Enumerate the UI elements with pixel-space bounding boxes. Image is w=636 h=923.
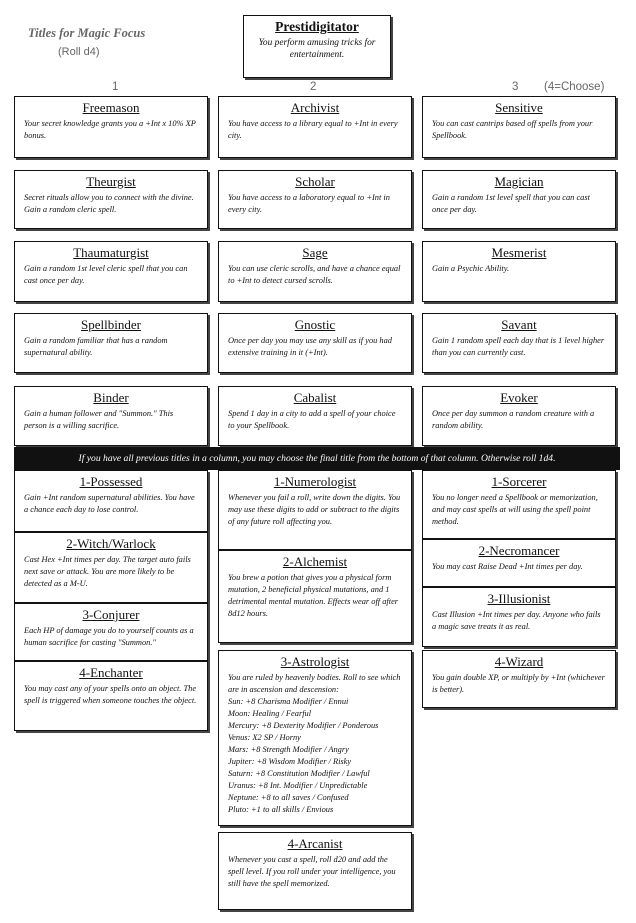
title-box-illusionist xyxy=(422,587,616,647)
title-box-gnostic xyxy=(218,313,412,373)
title-desc: Cast Hex +Int times per day. The target auto fails next save or attack. You are more likely to be detected as a M-U. xyxy=(24,555,191,588)
title-desc: Gain 1 random spell each day that is 1 level higher than you can currently cast. xyxy=(432,336,605,357)
title-box-prestidigitator xyxy=(243,15,391,78)
title-name: Magician xyxy=(494,174,544,189)
title-name: Evoker xyxy=(500,390,538,405)
title-desc: Gain a random 1st level spell that you can cast once per day. xyxy=(432,193,590,214)
title-desc: You have access to a library equal to +Int in every city. xyxy=(228,119,398,140)
title-desc: You may cast any of your spells onto an object. The spell is triggered when someone touches the object. xyxy=(24,684,197,705)
title-desc: Secret rituals allow you to connect with the divine. Gain a random cleric spell. xyxy=(24,193,194,214)
title-box-evoker xyxy=(422,386,616,446)
astrology-line: Uranus: +8 Int. Modifier / Unpredictable xyxy=(228,781,368,790)
title-box-arcanist xyxy=(218,832,412,910)
title-box-enchanter xyxy=(14,661,208,731)
column-choose-note: (4=Choose) xyxy=(544,81,605,93)
title-box-magician xyxy=(422,170,616,229)
title-name: Binder xyxy=(93,390,129,405)
astrology-line: Jupiter: +8 Wisdom Modifier / Risky xyxy=(228,757,352,766)
title-name: 3-Astrologist xyxy=(280,654,350,669)
title-desc: Gain a human follower and "Summon." This person is a willing sacrifice. xyxy=(24,409,174,430)
column-number-2: 2 xyxy=(310,81,317,93)
title-desc: Each HP of damage you do to yourself counts as a human sacrifice for casting "Summon." xyxy=(24,626,194,647)
title-box-alchemist xyxy=(218,550,412,643)
title-desc: You no longer need a Spellbook or memorization, and may cast spells at will using the spell point method. xyxy=(432,493,598,526)
title-name: Theurgist xyxy=(86,174,136,189)
title-desc: Spend 1 day in a city to add a spell of your choice to your Spellbook. xyxy=(228,409,396,430)
title-name: Sensitive xyxy=(495,100,543,115)
title-name: 1-Possessed xyxy=(79,474,143,489)
title-name: 4-Wizard xyxy=(494,654,544,669)
title-name: 4-Enchanter xyxy=(79,665,143,680)
page-title: Titles for Magic Focus xyxy=(28,26,146,40)
title-name: 3-Conjurer xyxy=(82,607,140,622)
column-number-3: 3 xyxy=(512,81,519,93)
title-box-mesmerist xyxy=(422,241,616,302)
title-desc: Whenever you fail a roll, write down the digits. You may use these digits to add or subtract to the digits of any future roll affecting you. xyxy=(228,493,401,526)
title-desc: You have access to a laboratory equal to +Int in every city. xyxy=(228,193,390,214)
title-name: 2-Alchemist xyxy=(282,554,348,569)
title-box-sage xyxy=(218,241,412,302)
astrology-line: Mercury: +8 Dexterity Modifier / Ponderous xyxy=(228,721,379,730)
title-desc: Cast Illusion +Int times per day. Anyone who fails a magic save treats it as real. xyxy=(432,610,601,631)
title-box-scholar xyxy=(218,170,412,229)
title-desc: Once per day you may use any skill as if you had extensive training in it (+Int). xyxy=(228,336,392,357)
title-box-freemason xyxy=(14,96,208,158)
title-name: Mesmerist xyxy=(491,245,547,260)
title-desc: Gain a Psychic Ability. xyxy=(432,264,510,273)
title-name: 2-Necromancer xyxy=(478,543,560,558)
title-name: Thaumaturgist xyxy=(73,245,149,260)
title-desc: Gain a random 1st level cleric spell that you can cast once per day. xyxy=(24,264,188,285)
final-title-banner: If you have all previous titles in a column, you may choose the final title from the bottom of that column. Otherwise roll 1d4. xyxy=(14,447,620,470)
title-box-binder xyxy=(14,386,208,446)
title-name: 2-Witch/Warlock xyxy=(66,536,156,551)
title-desc: Gain a random familiar that has a random supernatural ability. xyxy=(24,336,168,357)
title-desc: You may cast Raise Dead +Int times per day. xyxy=(432,562,583,571)
title-box-witch-warlock xyxy=(14,532,208,603)
astrology-line: Saturn: +8 Constitution Modifier / Lawful xyxy=(228,769,370,778)
title-desc: You perform amusing tricks for entertainment. xyxy=(258,38,376,60)
astrology-line: Moon: Healing / Fearful xyxy=(228,709,312,718)
page-subtitle: (Roll d4) xyxy=(58,46,100,58)
astrology-line: Sun: +8 Charisma Modifier / Ennui xyxy=(228,697,349,706)
title-desc: You gain double XP, or multiply by +Int (whichever is better). xyxy=(432,673,605,694)
title-box-necromancer xyxy=(422,539,616,587)
title-desc: Once per day summon a random creature with a random ability. xyxy=(432,409,595,430)
title-name: Sage xyxy=(302,245,328,260)
title-name: Savant xyxy=(501,317,537,332)
title-box-spellbinder xyxy=(14,313,208,373)
title-box-savant xyxy=(422,313,616,373)
title-desc: Whenever you cast a spell, roll d20 and add the spell level. If you roll under your intelligence, you still have the spell memorized. xyxy=(228,855,396,888)
title-name: Freemason xyxy=(82,100,140,115)
title-box-wizard xyxy=(422,650,616,708)
title-desc: Gain +Int random supernatural abilities. You have a chance each day to lose control. xyxy=(24,493,195,514)
title-desc: You are ruled by heavenly bodies. Roll to see which are in ascension and descension: xyxy=(228,673,401,694)
title-box-conjurer xyxy=(14,603,208,661)
title-box-possessed xyxy=(14,470,208,532)
title-name: Spellbinder xyxy=(81,317,141,332)
astrology-line: Mars: +8 Strength Modifier / Angry xyxy=(228,745,349,754)
title-name: 3-Illusionist xyxy=(487,591,551,606)
title-box-astrologist xyxy=(218,650,412,826)
title-name: 1-Numerologist xyxy=(273,474,357,489)
title-box-numerologist xyxy=(218,470,412,550)
title-name: 1-Sorcerer xyxy=(491,474,547,489)
astrology-line: Venus: X2 SP / Horny xyxy=(228,733,301,742)
title-name: Prestidigitator xyxy=(275,19,359,34)
title-box-archivist xyxy=(218,96,412,158)
title-box-sorcerer xyxy=(422,470,616,539)
title-name: Archivist xyxy=(290,100,340,115)
astrology-line: Pluto: +1 to all skills / Envious xyxy=(228,805,334,814)
title-box-thaumaturgist xyxy=(14,241,208,302)
title-name: Gnostic xyxy=(294,317,336,332)
title-box-sensitive xyxy=(422,96,616,158)
title-name: Cabalist xyxy=(293,390,337,405)
title-box-theurgist xyxy=(14,170,208,229)
title-desc: Your secret knowledge grants you a +Int x 10% XP bonus. xyxy=(24,119,196,140)
title-desc: You can use cleric scrolls, and have a chance equal to +Int to detect cursed scrolls. xyxy=(228,264,401,285)
title-name: 4-Arcanist xyxy=(287,836,343,851)
title-desc: You can cast cantrips based off spells from your Spellbook. xyxy=(432,119,593,140)
column-number-1: 1 xyxy=(112,81,119,93)
title-desc: You brew a potion that gives you a physical form mutation, 2 beneficial physical mutations, and 1 detrimental mental mutation. Effects wear off after 8d12 hours. xyxy=(228,573,399,618)
title-name: Scholar xyxy=(295,174,335,189)
title-box-cabalist xyxy=(218,386,412,446)
astrology-line: Neptune: +8 to all saves / Confused xyxy=(228,793,349,802)
